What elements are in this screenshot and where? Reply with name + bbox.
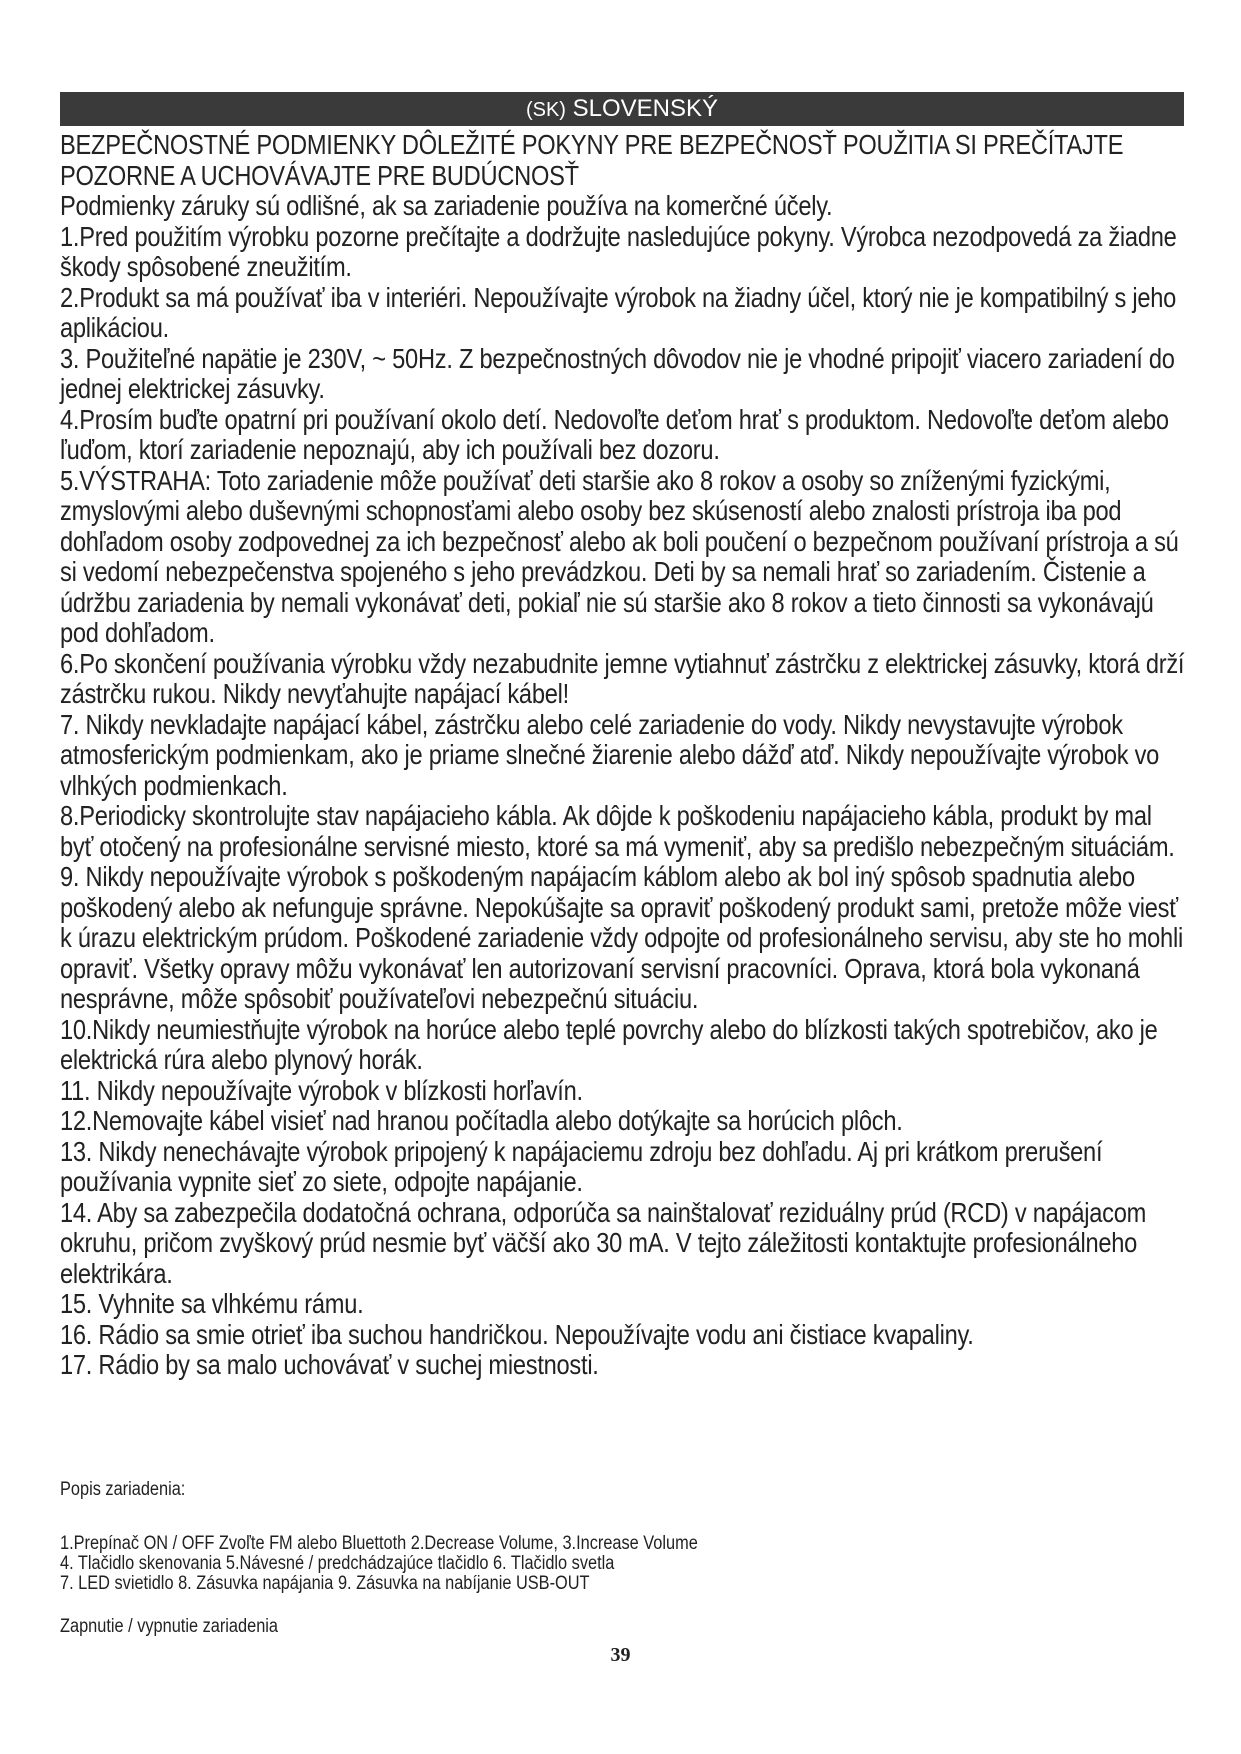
device-parts-list <box>60 1534 1187 1594</box>
instruction-item-11: 11. Nikdy nepoužívajte výrobok v blízkosti horľavín. <box>60 1074 583 1106</box>
safety-instructions <box>60 130 1187 1381</box>
instruction-item-15: 15. Vyhnite sa vlhkému rámu. <box>60 1288 364 1319</box>
instruction-item-8: 8.Periodicky skontrolujte stav napájacieho kábla. Ak dôjde k poškodeniu napájacieho kábla, produkt by mal byť otočený na profesionálne servisné miesto, ktoré sa má vymeniť, aby sa predišlo nebezpečným situáciám. <box>60 800 1175 862</box>
page-number: 39 <box>610 1644 631 1666</box>
device-parts-line-1: 1.Prepínač ON / OFF Zvoľte FM alebo Bluettoth 2.Decrease Volume, 3.Increase Volume <box>60 1533 698 1554</box>
instruction-item-14: 14. Aby sa zabezpečila dodatočná ochrana, odporúča sa nainštalovať reziduálny prúd (RCD) v napájacom okruhu, pričom zvyškový prúd nesmie byť väčší ako 30 mA. V tejto záležitosti kontaktujte profesionálneho elektrikára. <box>60 1196 1147 1289</box>
language-header-bar <box>60 92 1184 126</box>
instruction-item-7: 7. Nikdy nevkladajte napájací kábel, zástrčku alebo celé zariadenie do vody. Nikdy nevystavujte výrobok atmosferickým podmienkam, ako je priame slnečné žiarenie alebo dážď atď. Nikdy nepoužívajte výrobok vo vlhkých podmienkach. <box>60 708 1160 801</box>
language-code: (SK) <box>525 99 566 121</box>
instruction-item-9: 9. Nikdy nepoužívajte výrobok s poškodeným napájacím káblom alebo ak bol iný spôsob spadnutia alebo poškodený alebo ak nefunguje správne. Nepokúšajte sa opraviť poškodený produkt sami, pretože môže viesť k úrazu elektrickým prúdom. Poškodené zariadenie vždy odpojte od profesionálneho servisu, aby ste ho mohli opraviť. Všetky opravy môžu vykonávať len autorizovaní servisní pracovníci. Oprava, ktorá bola vykonaná nesprávne, môže spôsobiť používateľovi nebezpečnú situáciu. <box>60 861 1183 1014</box>
device-parts-line-2: 4. Tlačidlo skenovania 5.Návesné / predchádzajúce tlačidlo 6. Tlačidlo svetla <box>60 1553 615 1574</box>
device-description-label: Popis zariadenia: <box>60 1479 186 1500</box>
instruction-item-4: 4.Prosím buďte opatrní pri používaní okolo detí. Nedovoľte deťom hrať s produktom. Nedovoľte deťom alebo ľuďom, ktorí zariadenie nepoznajú, aby ich používali bez dozoru. <box>60 403 1169 465</box>
instruction-item-1: 1.Pred použitím výrobku pozorne prečítajte a dodržujte nasledujúce pokyny. Výrobca nezodpovedá za žiadne škody spôsobené zneužitím. <box>60 220 1177 282</box>
power-section <box>60 1617 1187 1637</box>
warranty-note: Podmienky záruky sú odlišné, ak sa zariadenie používa na komerčné účely. <box>60 190 833 221</box>
device-parts-line-3: 7. LED svietidlo 8. Zásuvka napájania 9. Zásuvka na nabíjanie USB-OUT <box>60 1573 590 1594</box>
instruction-item-5: 5.VÝSTRAHA: Toto zariadenie môže používať deti staršie ako 8 rokov a osoby so zníženými fyzickými, zmyslovými alebo duševnými schopnosťami alebo osoby bez skúseností alebo znalosti prístroja iba pod dohľadom osoby zodpovednej za ich bezpečnosť alebo ak boli poučení o bezpečnom používaní prístroja a sú si vedomí nebezpečenstva spojeného s jeho prevádzkou. Deti by sa nemali hrať so zariadením. Čistenie a údržbu zariadenia by nemali vykonávať deti, pokiaľ nie sú staršie ako 8 rokov a tieto činnosti sa vykonávajú pod dohľadom. <box>60 464 1179 648</box>
instruction-item-10: 10.Nikdy neumiestňujte výrobok na horúce alebo teplé povrchy alebo do blízkosti takých spotrebičov, ako je elektrická rúra alebo plynový horák. <box>60 1013 1158 1075</box>
instruction-item-16: 16. Rádio sa smie otrieť iba suchou handričkou. Nepoužívajte vodu ani čistiace kvapaliny. <box>60 1318 974 1350</box>
instruction-item-12: 12.Nemovajte kábel visieť nad hranou počítadla alebo dotýkajte sa horúcich plôch. <box>60 1105 903 1136</box>
power-on-off-label: Zapnutie / vypnutie zariadenia <box>60 1616 279 1637</box>
device-description-section <box>60 1480 1187 1500</box>
instruction-item-6: 6.Po skončení používania výrobku vždy nezabudnite jemne vytiahnuť zástrčku z elektrickej zásuvky, ktorá drží zástrčku rukou. Nikdy nevyťahujte napájací kábel! <box>60 647 1185 709</box>
instruction-item-2: 2.Produkt sa má používať iba v interiéri. Nepoužívajte výrobok na žiadny účel, ktorý nie je kompatibilný s jeho aplikáciou. <box>60 281 1177 343</box>
safety-title: BEZPEČNOSTNÉ PODMIENKY DÔLEŽITÉ POKYNY PRE BEZPEČNOSŤ POUŽITIA SI PREČÍTAJTE POZORNE A UCHOVÁVAJTE PRE BUDÚCNOSŤ <box>60 129 1124 191</box>
instruction-item-3: 3. Použiteľné napätie je 230V, ~ 50Hz. Z bezpečnostných dôvodov nie je vhodné pripojiť viacero zariadení do jednej elektrickej zásuvky. <box>60 342 1175 404</box>
instruction-item-13: 13. Nikdy nenechávajte výrobok pripojený k napájaciemu zdroju bez dohľadu. Aj pri krátkom prerušení používania vypnite sieť zo siete, odpojte napájanie. <box>60 1135 1103 1197</box>
instruction-item-17: 17. Rádio by sa malo uchovávať v suchej miestnosti. <box>60 1349 599 1380</box>
language-name: SLOVENSKÝ <box>572 95 719 122</box>
